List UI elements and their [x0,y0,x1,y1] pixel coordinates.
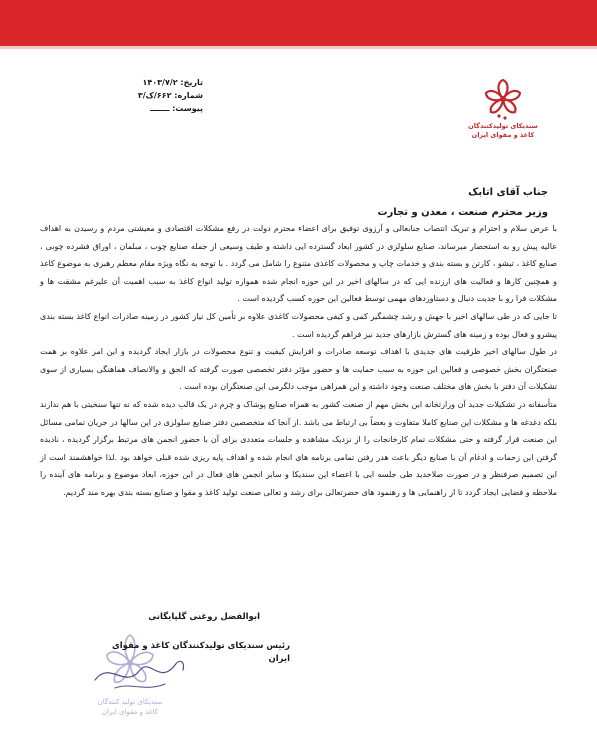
number-line: شماره: ۶۶۲/ک/۳ [137,91,203,100]
body-paragraph-1: با عرض سلام و احترام و تبریک انتصاب جنابعالی و آرزوی توفیق برای اعضاء محترم دولت در رفع مشکلات اقتصادی و معیشتی مردم و رسیدن به اهداف عالیه پیش رو به استحضار میرساند، صنایع سلولزی در کشور ابعاد گسترده ایی داشته و طیف وسیعی از جمله صنایع چوب ، مبلمان ، اوراق فشرده چوبی ، صنایع کاغذ ، تیشو ، کارتن و بسته بندی و خدمات چاپ و محصولات کاغذی متنوع را شامل می گردد . با توجه به نگاه ویژه مقام معظم رهبری به موضوع کاغذ و همچنین کارها و فعالیت های ارزنده ایی که در سالهای اخیر در این حوزه انجام شده همواره تولید انواع کاغذ به سبب اهمیت آن علیرغم مشقت ها و مشکلات فرا رو با جدیت دنبال و دستاوردهای مهمی توسط فعالین این حوزه کسب گردیده است . [40,224,557,304]
signer-name: ابوالفضل روغنی گلپایگانی [148,612,260,622]
seal-text-line2: کاغذ و مقوای ایران [101,708,159,716]
body-paragraph-4: متأسفانه در تشکیلات جدید آن وزارتخانه این بخش مهم از صنعت کشور به همراه صنایع پوشاک و چرم در یک قالب دیده شده که نه تنها سنخیتی با هم ندارند بلکه دغدغه ها و مشکلات این صنایع کاملا متفاوت و بعضاً بی ارتباط می باشد .از آنجا که متخصصین دفتر صنایع سلولزی در این سالها در جریان تمامی مسائل این صنعت قرار گرفته و حتی مشکلات تمام کارخانجات را از نزدیک مشاهده و جلسات متعددی برای آن با حضور انجمن های مرتبط برگزار گردیده ، نادیده گرفتن این زحمات و ادغام آن با صنایع دیگر باعث هدر رفتن تمامی برنامه های انجام شده و اهداف پایه ریزی شده قبلی خواهد بود .لذا خواهشمند است از این تصمیم صرفنظر و در صورت صلاحدید طی جلسه ایی با اعضاء این سندیکا و سایر انجمن های فعال در این حوزه، ابعاد موضوع و برنامه های آینده را ملاحظه و فضایی ایجاد گردد تا از راهنمایی ها و رهنمود های حضرتعالی برای رشد و تعالی صنعت تولید کاغذ و مقوا و صنایع بسته بندی بهره مند گردیم. [40,399,557,497]
letter-meta [93,76,203,115]
letterhead-band [0,0,597,46]
letterhead-band-edge [0,46,597,49]
flower-logo-icon [478,76,528,122]
syndicate-logo [466,76,540,156]
signature-block [90,611,540,666]
recipient-title: وزیر محترم صنعت ، معدن و تجارت [377,207,548,218]
date-line: تاریخ: ۱۴۰۳/۷/۲ [142,78,203,87]
signer-role: رئیس سندیکای تولیدکنندگان کاغذ و مقوای ایران [111,641,290,664]
seal-text-line1: سندیکای تولید کنندگان [97,698,163,706]
body-paragraph-3: در طول سالهای اخیر ظرفیت های جدیدی با اهداف توسعه صادرات و افزایش کیفیت و تنوع محصولات در بازار ایجاد گردیده و این امر علاوه بر همت صنعتگران بخش خصوصی و فعالین این حوزه به سبب حمایت ها و حضور مؤثر دفتر تخصصی صورت گرفته که الحق و والانصاف هماهنگی بسیاری از سوی تشکیلات آن دفتر با بخش های مختلف صنعت وجود داشته و این همراهی موجب دلگرمی این صنعتگران بوده است . [40,347,557,392]
recipient-name: جناب آقای اتابک [468,187,548,198]
logo-text-line2: کاغذ و مقوای ایران [471,131,535,139]
letter-body [40,220,557,502]
recipient-block [377,183,548,223]
attachment-line: پیوست: ـــــــ [150,104,203,113]
logo-text-line1: سندیکای تولیدکنندگان [468,122,538,130]
body-paragraph-2: تا جایی که در طی سالهای اخیر با جهش و رشد چشمگیر کمی و کیفی محصولات کاغذی علاوه بر تأمین کل نیاز کشور در زمینه صادرات انواع کاغذ بسته بندی پیشرو و فعال بوده و زمینه های گسترش بازارهای جدید نیز فراهم گردیده است . [40,311,557,339]
